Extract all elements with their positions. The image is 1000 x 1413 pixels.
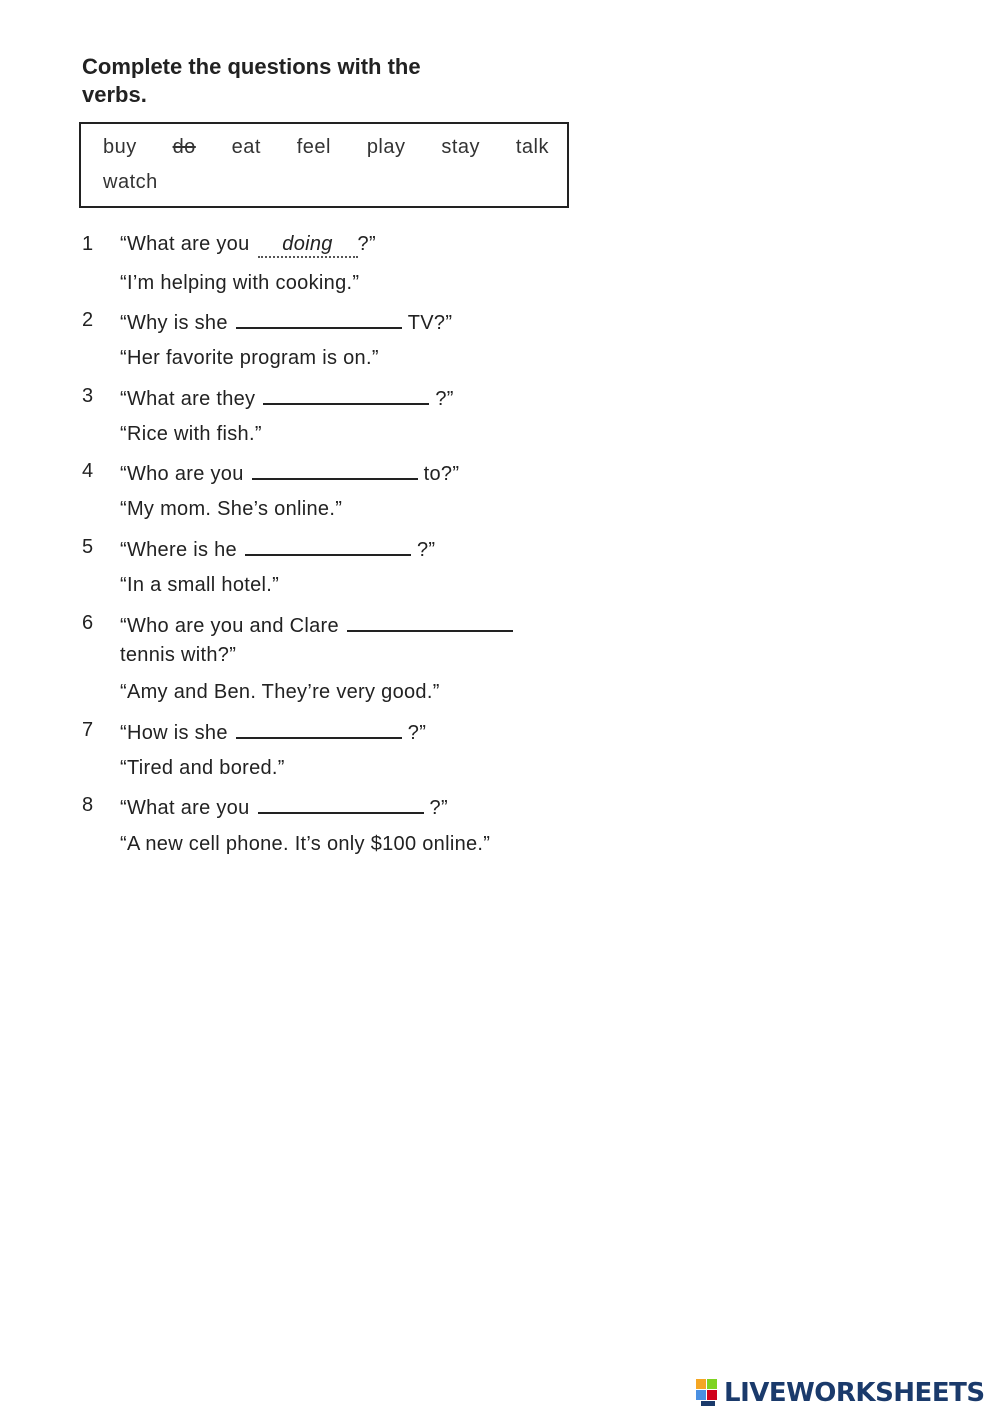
word-item: watch — [103, 171, 158, 193]
liveworksheets-logo[interactable] — [696, 1377, 985, 1409]
answer-blank[interactable] — [258, 794, 424, 814]
question-number: 2 — [82, 309, 94, 331]
word-box — [79, 122, 569, 208]
word-item: talk — [515, 136, 549, 158]
question-number: 8 — [82, 794, 94, 816]
question-text: “What are they — [120, 388, 256, 410]
question-end: ?” — [429, 797, 448, 819]
question-text: “Who are you — [120, 463, 244, 485]
question-end: TV?” — [407, 312, 453, 334]
question-number: 7 — [82, 719, 94, 741]
reply-text: “A new cell phone. It’s only $100 online.” — [120, 833, 491, 855]
answer-blank[interactable] — [236, 719, 402, 739]
question-text-continued: tennis with?” — [120, 644, 237, 666]
question-end: ?” — [407, 722, 427, 744]
instructions-line1: Complete the questions with the — [82, 54, 421, 78]
word-item: eat — [231, 136, 261, 158]
reply-text: “My mom. She’s online.” — [120, 498, 343, 520]
question-end: to?” — [423, 463, 460, 485]
answer-blank[interactable] — [252, 460, 418, 480]
reply-text: “Tired and bored.” — [120, 757, 285, 779]
word-list — [103, 136, 549, 159]
word-item: feel — [296, 136, 331, 158]
word-item-struck: do — [172, 136, 196, 158]
question-text: “Who are you and Clare — [120, 615, 339, 637]
question-number: 3 — [82, 385, 94, 407]
answer-blank[interactable] — [347, 612, 513, 632]
answer-blank-filled[interactable]: doing — [258, 233, 358, 258]
question-text: “What are you — [120, 797, 250, 819]
word-item: play — [366, 136, 406, 158]
reply-text: “Rice with fish.” — [120, 423, 262, 445]
question-end: ?” — [416, 539, 436, 561]
answer-blank[interactable] — [263, 385, 429, 405]
question-text: “Where is he — [120, 539, 237, 561]
liveworksheets-logo-icon — [696, 1379, 722, 1407]
reply-text: “Her favorite program is on.” — [120, 347, 379, 369]
question-text: “What are you — [120, 233, 250, 255]
question-end: ?” — [357, 233, 376, 255]
question-number: 5 — [82, 536, 94, 558]
word-item: stay — [441, 136, 481, 158]
question-text: “Why is she — [120, 312, 228, 334]
question-text: “How is she — [120, 722, 228, 744]
question-number: 4 — [82, 460, 94, 482]
question-number: 6 — [82, 612, 94, 634]
question-end: ?” — [435, 388, 454, 410]
instructions-line2: verbs. — [82, 82, 147, 107]
answer-blank[interactable] — [245, 536, 411, 556]
logo-text: LIVEWORKSHEETS — [724, 1378, 985, 1408]
question-number: 1 — [82, 233, 94, 255]
answer-blank[interactable] — [236, 309, 402, 329]
instructions — [82, 48, 642, 111]
word-item: buy — [103, 136, 137, 158]
reply-text: “In a small hotel.” — [120, 574, 280, 596]
reply-text: “I’m helping with cooking.” — [120, 272, 360, 294]
reply-text: “Amy and Ben. They’re very good.” — [120, 681, 440, 703]
